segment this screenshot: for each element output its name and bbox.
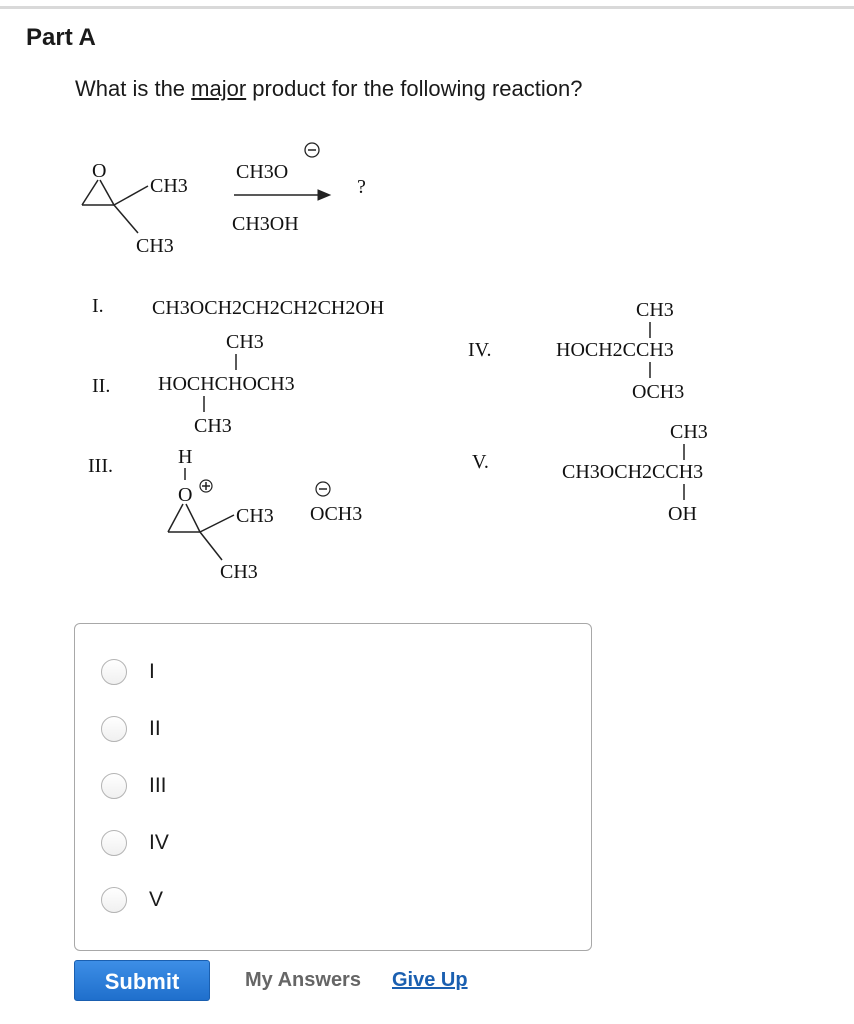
radio-button[interactable] — [101, 887, 127, 913]
structure-4-bottom: OCH3 — [632, 381, 685, 403]
option-label: V — [149, 888, 164, 911]
structure-5-bottom: OH — [668, 503, 697, 525]
answer-choices-box — [74, 623, 592, 951]
structure-3-oxygen: O — [178, 484, 193, 506]
structure-4-top: CH3 — [636, 299, 674, 321]
radio-button[interactable] — [101, 830, 127, 856]
option-v[interactable] — [101, 885, 163, 915]
option-iv[interactable] — [101, 828, 169, 858]
structure-5-formula: CH3OCH2CCH3 — [562, 461, 704, 483]
structure-4-formula: HOCH2CCH3 — [556, 339, 674, 361]
structure-4 — [468, 299, 684, 403]
structure-3-substituent-2: CH3 — [220, 561, 258, 583]
option-label: I — [149, 660, 155, 683]
structure-4-numeral: IV. — [468, 339, 492, 361]
structure-5-top: CH3 — [670, 421, 708, 443]
radio-button[interactable] — [101, 659, 127, 685]
option-label: IV — [149, 831, 169, 854]
structure-1-formula: CH3OCH2CH2CH2CH2OH — [152, 297, 385, 319]
question-suffix: product for the following reaction? — [246, 76, 583, 101]
structure-2 — [92, 331, 295, 437]
my-answers-label: My Answers — [245, 969, 361, 991]
unknown-product: ? — [357, 176, 366, 198]
reactant-oxygen: O — [92, 160, 107, 182]
structure-2-formula: HOCHCHOCH3 — [158, 373, 295, 395]
structure-1-numeral: I. — [92, 295, 104, 317]
question-emphasis: major — [191, 76, 247, 101]
structure-3-numeral: III. — [88, 455, 113, 477]
structure-1 — [92, 295, 384, 319]
part-title: Part A — [26, 24, 96, 51]
option-i[interactable] — [101, 657, 155, 687]
structure-3-substituent-1: CH3 — [236, 505, 274, 527]
radio-button[interactable] — [101, 716, 127, 742]
structure-2-bottom: CH3 — [194, 415, 232, 437]
question-prefix: What is the — [75, 76, 192, 101]
option-iii[interactable] — [101, 771, 167, 801]
submit-button[interactable]: Submit — [74, 960, 210, 1001]
reagent-bottom: CH3OH — [232, 213, 299, 235]
option-ii[interactable] — [101, 714, 161, 744]
reaction-conditions — [232, 143, 366, 235]
structure-5-numeral: V. — [472, 451, 489, 473]
reagent-top: CH3O — [236, 161, 289, 183]
reactant-substituent-1: CH3 — [150, 175, 188, 197]
structure-2-top: CH3 — [226, 331, 264, 353]
structure-2-numeral: II. — [92, 375, 111, 397]
structure-3 — [88, 446, 362, 583]
option-label: III — [149, 774, 167, 797]
reactant-epoxide — [82, 160, 188, 257]
reactant-substituent-2: CH3 — [136, 235, 174, 257]
structure-5 — [472, 421, 708, 525]
structure-3-hydrogen: H — [178, 446, 193, 468]
option-label: II — [149, 717, 161, 740]
radio-button[interactable] — [101, 773, 127, 799]
structure-3-methoxide: OCH3 — [310, 503, 363, 525]
give-up-link[interactable]: Give Up — [392, 969, 468, 991]
